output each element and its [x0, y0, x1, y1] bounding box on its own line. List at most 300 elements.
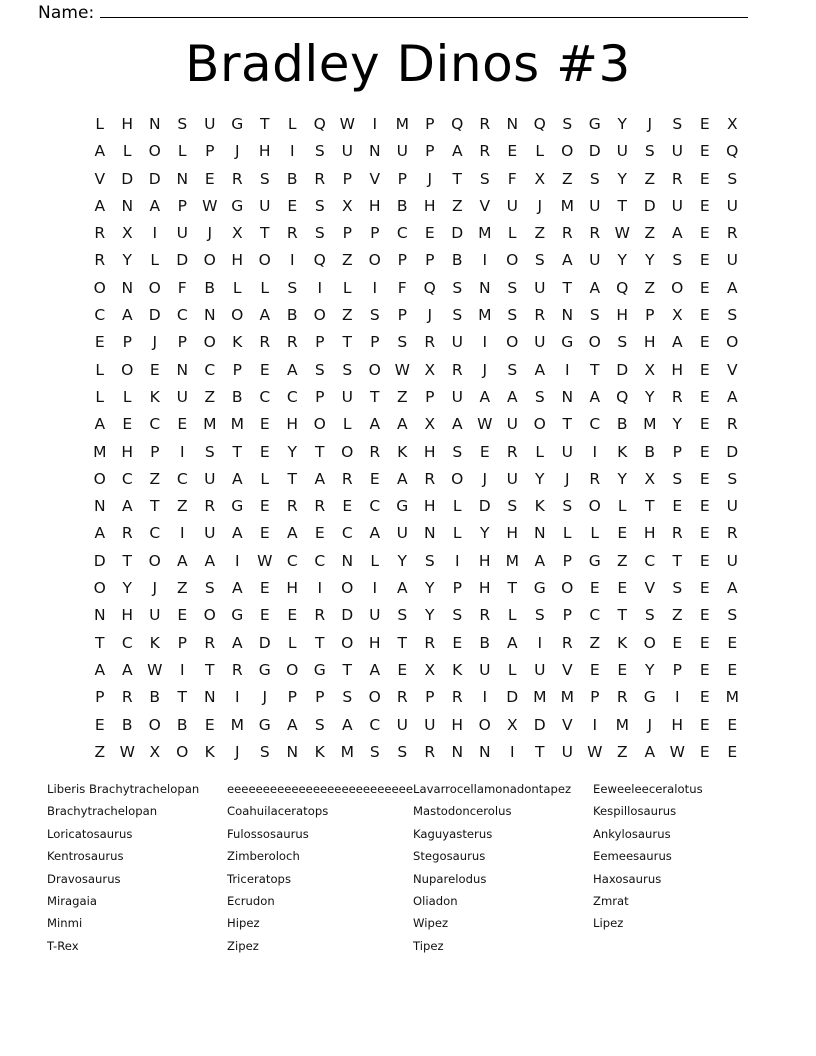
grid-cell[interactable]: T: [95, 633, 105, 652]
grid-cell[interactable]: O: [341, 633, 354, 652]
grid-cell[interactable]: V: [369, 169, 381, 188]
grid-cell[interactable]: P: [150, 442, 160, 461]
grid-cell[interactable]: W: [339, 115, 355, 133]
grid-cell[interactable]: Y: [122, 251, 132, 270]
grid-cell[interactable]: R: [479, 606, 491, 625]
grid-cell[interactable]: E: [699, 115, 710, 133]
grid-cell[interactable]: M: [395, 115, 409, 133]
word-list-item[interactable]: Triceratops: [227, 871, 292, 886]
grid-cell[interactable]: V: [644, 579, 656, 598]
grid-cell[interactable]: E: [452, 633, 463, 652]
grid-cell[interactable]: K: [397, 442, 408, 461]
grid-cell[interactable]: T: [260, 224, 270, 243]
grid-cell[interactable]: G: [258, 715, 271, 734]
grid-cell[interactable]: E: [727, 633, 738, 652]
grid-cell[interactable]: Y: [645, 387, 655, 406]
grid-cell[interactable]: G: [258, 660, 271, 679]
grid-cell[interactable]: Q: [423, 278, 436, 297]
grid-cell[interactable]: W: [477, 415, 493, 434]
grid-cell[interactable]: P: [95, 688, 105, 707]
grid-cell[interactable]: B: [149, 688, 161, 707]
grid-cell[interactable]: Q: [313, 251, 326, 270]
grid-cell[interactable]: E: [699, 606, 710, 625]
grid-cell[interactable]: D: [148, 306, 161, 325]
grid-cell[interactable]: H: [286, 415, 299, 434]
grid-cell[interactable]: R: [286, 224, 298, 243]
word-list-item[interactable]: Miragaia: [47, 893, 98, 908]
word-search-grid[interactable]: [86, 111, 739, 766]
grid-cell[interactable]: O: [533, 415, 546, 434]
grid-cell[interactable]: H: [423, 196, 436, 215]
grid-cell[interactable]: I: [317, 579, 323, 598]
grid-cell[interactable]: P: [205, 142, 215, 161]
word-list-item[interactable]: Tipez: [412, 938, 444, 953]
grid-cell[interactable]: E: [699, 579, 710, 598]
grid-cell[interactable]: O: [341, 579, 354, 598]
grid-cell[interactable]: R: [94, 224, 106, 243]
grid-cell[interactable]: A: [231, 469, 243, 488]
grid-cell[interactable]: R: [726, 415, 738, 434]
grid-cell[interactable]: U: [396, 142, 408, 161]
grid-cell[interactable]: T: [205, 660, 215, 679]
grid-cell[interactable]: I: [454, 551, 460, 570]
grid-cell[interactable]: R: [396, 688, 408, 707]
grid-cell[interactable]: P: [177, 633, 187, 652]
grid-cell[interactable]: S: [534, 387, 545, 406]
grid-cell[interactable]: C: [589, 415, 601, 434]
grid-cell[interactable]: V: [726, 360, 738, 379]
grid-cell[interactable]: R: [286, 333, 298, 352]
grid-cell[interactable]: R: [286, 497, 298, 516]
word-list-item[interactable]: Brachytrachelopan: [47, 804, 158, 819]
grid-cell[interactable]: T: [617, 606, 627, 625]
grid-cell[interactable]: Y: [425, 606, 435, 625]
grid-cell[interactable]: N: [506, 115, 519, 133]
grid-cell[interactable]: K: [314, 742, 325, 761]
grid-cell[interactable]: K: [204, 742, 215, 761]
grid-cell[interactable]: R: [589, 469, 601, 488]
grid-cell[interactable]: O: [368, 251, 381, 270]
grid-cell[interactable]: Z: [396, 387, 408, 406]
grid-cell[interactable]: X: [424, 660, 436, 679]
grid-cell[interactable]: O: [203, 606, 216, 625]
grid-cell[interactable]: N: [121, 278, 134, 297]
grid-cell[interactable]: P: [315, 688, 325, 707]
grid-cell[interactable]: T: [122, 551, 132, 570]
grid-cell[interactable]: U: [506, 196, 518, 215]
grid-cell[interactable]: C: [369, 715, 381, 734]
grid-cell[interactable]: A: [396, 469, 408, 488]
grid-cell[interactable]: E: [699, 551, 710, 570]
grid-cell[interactable]: F: [397, 278, 407, 297]
grid-cell[interactable]: Z: [176, 497, 188, 516]
grid-cell[interactable]: C: [204, 360, 216, 379]
grid-cell[interactable]: I: [674, 688, 680, 707]
grid-cell[interactable]: O: [341, 442, 354, 461]
grid-cell[interactable]: S: [452, 606, 463, 625]
grid-cell[interactable]: M: [230, 715, 244, 734]
grid-cell[interactable]: R: [671, 524, 683, 543]
grid-cell[interactable]: R: [479, 115, 491, 133]
grid-cell[interactable]: D: [616, 360, 629, 379]
grid-cell[interactable]: N: [286, 742, 299, 761]
grid-cell[interactable]: D: [148, 169, 161, 188]
grid-cell[interactable]: I: [152, 224, 158, 243]
grid-cell[interactable]: O: [203, 251, 216, 270]
grid-cell[interactable]: C: [121, 469, 133, 488]
grid-cell[interactable]: C: [644, 551, 656, 570]
grid-cell[interactable]: E: [699, 688, 710, 707]
grid-cell[interactable]: R: [506, 442, 518, 461]
grid-cell[interactable]: O: [286, 660, 299, 679]
grid-cell[interactable]: C: [341, 524, 353, 543]
grid-cell[interactable]: H: [643, 333, 656, 352]
grid-cell[interactable]: C: [259, 387, 271, 406]
grid-cell[interactable]: O: [176, 742, 189, 761]
grid-cell[interactable]: W: [147, 660, 163, 679]
grid-cell[interactable]: W: [394, 360, 410, 379]
grid-cell[interactable]: E: [342, 497, 353, 516]
grid-cell[interactable]: U: [726, 251, 738, 270]
grid-cell[interactable]: U: [176, 224, 188, 243]
grid-cell[interactable]: T: [177, 688, 187, 707]
grid-cell[interactable]: C: [94, 306, 106, 325]
grid-cell[interactable]: J: [262, 688, 268, 707]
grid-cell[interactable]: S: [369, 306, 380, 325]
grid-cell[interactable]: P: [672, 660, 682, 679]
grid-cell[interactable]: U: [204, 469, 216, 488]
grid-cell[interactable]: O: [148, 278, 161, 297]
grid-cell[interactable]: S: [342, 360, 353, 379]
grid-cell[interactable]: H: [231, 251, 244, 270]
grid-cell[interactable]: P: [645, 306, 655, 325]
grid-cell[interactable]: N: [423, 524, 436, 543]
grid-cell[interactable]: A: [369, 524, 381, 543]
grid-cell[interactable]: L: [260, 278, 270, 297]
grid-cell[interactable]: E: [259, 606, 270, 625]
grid-cell[interactable]: R: [314, 497, 326, 516]
grid-cell[interactable]: I: [234, 551, 240, 570]
grid-cell[interactable]: A: [369, 660, 381, 679]
grid-cell[interactable]: M: [560, 688, 574, 707]
grid-cell[interactable]: X: [644, 360, 656, 379]
grid-cell[interactable]: P: [370, 333, 380, 352]
grid-cell[interactable]: D: [258, 633, 271, 652]
grid-cell[interactable]: Y: [617, 169, 627, 188]
grid-cell[interactable]: V: [561, 715, 573, 734]
grid-cell[interactable]: P: [452, 579, 462, 598]
grid-cell[interactable]: L: [370, 551, 380, 570]
grid-cell[interactable]: Z: [616, 742, 628, 761]
grid-cell[interactable]: S: [507, 306, 518, 325]
grid-cell[interactable]: E: [699, 660, 710, 679]
grid-cell[interactable]: D: [588, 142, 601, 161]
grid-cell[interactable]: M: [203, 415, 217, 434]
grid-cell[interactable]: J: [482, 469, 488, 488]
grid-cell[interactable]: S: [479, 169, 490, 188]
grid-cell[interactable]: M: [533, 688, 547, 707]
grid-cell[interactable]: P: [672, 442, 682, 461]
grid-cell[interactable]: T: [342, 660, 352, 679]
grid-cell[interactable]: R: [726, 524, 738, 543]
grid-cell[interactable]: J: [152, 333, 158, 352]
grid-cell[interactable]: Z: [149, 469, 161, 488]
grid-cell[interactable]: V: [94, 169, 106, 188]
grid-cell[interactable]: G: [231, 606, 244, 625]
grid-cell[interactable]: A: [204, 551, 216, 570]
grid-cell[interactable]: U: [506, 469, 518, 488]
grid-cell[interactable]: Z: [589, 633, 601, 652]
grid-cell[interactable]: P: [315, 387, 325, 406]
grid-cell[interactable]: Z: [616, 551, 628, 570]
grid-cell[interactable]: A: [369, 415, 381, 434]
grid-cell[interactable]: Z: [644, 224, 656, 243]
word-list-item[interactable]: Loricatosaurus: [47, 826, 133, 841]
grid-cell[interactable]: R: [726, 224, 738, 243]
grid-cell[interactable]: Y: [617, 251, 627, 270]
grid-cell[interactable]: B: [204, 278, 216, 297]
grid-cell[interactable]: A: [231, 579, 243, 598]
grid-cell[interactable]: I: [482, 333, 488, 352]
grid-cell[interactable]: E: [699, 169, 710, 188]
grid-cell[interactable]: T: [535, 742, 545, 761]
grid-cell[interactable]: E: [149, 360, 160, 379]
grid-cell[interactable]: I: [179, 524, 185, 543]
grid-cell[interactable]: J: [427, 306, 433, 325]
word-list-item[interactable]: Eemeesaurus: [592, 849, 672, 864]
grid-cell[interactable]: B: [396, 196, 408, 215]
grid-cell[interactable]: R: [424, 633, 436, 652]
grid-cell[interactable]: A: [94, 142, 106, 161]
grid-cell[interactable]: R: [314, 169, 326, 188]
grid-cell[interactable]: P: [562, 606, 572, 625]
grid-cell[interactable]: K: [617, 442, 628, 461]
grid-cell[interactable]: E: [699, 278, 710, 297]
grid-cell[interactable]: P: [342, 224, 352, 243]
grid-cell[interactable]: U: [671, 196, 683, 215]
word-list-item[interactable]: Stegosaurus: [412, 849, 486, 864]
grid-cell[interactable]: U: [204, 524, 216, 543]
grid-cell[interactable]: E: [699, 633, 710, 652]
grid-cell[interactable]: N: [368, 142, 381, 161]
grid-cell[interactable]: Y: [397, 551, 407, 570]
grid-cell[interactable]: A: [451, 142, 463, 161]
grid-cell[interactable]: U: [561, 442, 573, 461]
grid-cell[interactable]: R: [589, 224, 601, 243]
grid-cell[interactable]: R: [94, 251, 106, 270]
grid-cell[interactable]: A: [726, 278, 738, 297]
grid-cell[interactable]: T: [617, 196, 627, 215]
grid-cell[interactable]: O: [313, 306, 326, 325]
grid-cell[interactable]: E: [617, 524, 628, 543]
grid-cell[interactable]: W: [669, 742, 685, 761]
grid-cell[interactable]: Q: [313, 115, 326, 133]
grid-cell[interactable]: Y: [480, 524, 490, 543]
grid-cell[interactable]: E: [177, 606, 188, 625]
grid-cell[interactable]: Q: [533, 115, 546, 133]
grid-cell[interactable]: G: [231, 196, 244, 215]
grid-cell[interactable]: A: [506, 633, 518, 652]
grid-cell[interactable]: L: [122, 142, 132, 161]
grid-cell[interactable]: S: [534, 606, 545, 625]
grid-cell[interactable]: X: [231, 224, 243, 243]
grid-cell[interactable]: A: [589, 387, 601, 406]
grid-cell[interactable]: N: [561, 387, 574, 406]
grid-cell[interactable]: P: [177, 333, 187, 352]
word-list-item[interactable]: Nuparelodus: [412, 871, 487, 886]
grid-cell[interactable]: T: [562, 278, 572, 297]
grid-cell[interactable]: Z: [561, 169, 573, 188]
grid-cell[interactable]: N: [148, 115, 161, 133]
grid-cell[interactable]: A: [506, 387, 518, 406]
grid-cell[interactable]: R: [259, 333, 271, 352]
grid-cell[interactable]: A: [121, 497, 133, 516]
grid-cell[interactable]: E: [259, 524, 270, 543]
grid-cell[interactable]: E: [287, 606, 298, 625]
grid-cell[interactable]: U: [451, 333, 463, 352]
grid-cell[interactable]: A: [121, 306, 133, 325]
grid-cell[interactable]: R: [369, 442, 381, 461]
grid-cell[interactable]: X: [726, 115, 738, 133]
grid-cell[interactable]: A: [671, 333, 683, 352]
grid-cell[interactable]: R: [561, 224, 573, 243]
grid-cell[interactable]: S: [507, 360, 518, 379]
grid-cell[interactable]: O: [643, 633, 656, 652]
grid-cell[interactable]: Z: [94, 742, 106, 761]
grid-cell[interactable]: A: [286, 715, 298, 734]
grid-cell[interactable]: Q: [726, 142, 739, 161]
grid-cell[interactable]: S: [452, 442, 463, 461]
grid-cell[interactable]: T: [150, 497, 160, 516]
grid-cell[interactable]: K: [452, 660, 463, 679]
grid-cell[interactable]: L: [590, 524, 600, 543]
grid-cell[interactable]: D: [341, 606, 354, 625]
grid-cell[interactable]: U: [561, 742, 573, 761]
grid-cell[interactable]: J: [207, 224, 213, 243]
grid-cell[interactable]: J: [647, 115, 653, 133]
grid-cell[interactable]: T: [315, 442, 325, 461]
grid-cell[interactable]: A: [589, 278, 601, 297]
grid-cell[interactable]: U: [149, 606, 161, 625]
grid-cell[interactable]: S: [589, 169, 600, 188]
grid-cell[interactable]: E: [699, 497, 710, 516]
grid-cell[interactable]: I: [234, 688, 240, 707]
grid-cell[interactable]: D: [478, 497, 491, 516]
grid-cell[interactable]: O: [258, 251, 271, 270]
grid-cell[interactable]: J: [427, 169, 433, 188]
grid-cell[interactable]: N: [176, 169, 189, 188]
grid-cell[interactable]: S: [342, 688, 353, 707]
grid-cell[interactable]: U: [506, 415, 518, 434]
grid-cell[interactable]: S: [314, 360, 325, 379]
grid-cell[interactable]: H: [616, 306, 629, 325]
word-list-item[interactable]: Ecrudon: [227, 893, 275, 908]
grid-cell[interactable]: U: [176, 387, 188, 406]
grid-cell[interactable]: U: [204, 115, 216, 133]
grid-cell[interactable]: Z: [451, 196, 463, 215]
grid-cell[interactable]: C: [149, 524, 161, 543]
grid-cell[interactable]: N: [93, 497, 106, 516]
grid-cell[interactable]: X: [424, 360, 436, 379]
grid-cell[interactable]: N: [451, 742, 464, 761]
grid-cell[interactable]: Q: [616, 278, 629, 297]
grid-cell[interactable]: E: [259, 497, 270, 516]
grid-cell[interactable]: U: [726, 196, 738, 215]
grid-cell[interactable]: E: [617, 579, 628, 598]
grid-cell[interactable]: I: [179, 660, 185, 679]
grid-cell[interactable]: P: [232, 360, 242, 379]
grid-cell[interactable]: B: [451, 251, 463, 270]
grid-cell[interactable]: S: [424, 551, 435, 570]
grid-cell[interactable]: L: [535, 442, 545, 461]
grid-cell[interactable]: S: [644, 606, 655, 625]
grid-cell[interactable]: D: [533, 715, 546, 734]
grid-cell[interactable]: K: [617, 633, 628, 652]
grid-cell[interactable]: O: [478, 715, 491, 734]
grid-cell[interactable]: I: [564, 360, 570, 379]
grid-cell[interactable]: E: [507, 142, 518, 161]
grid-cell[interactable]: A: [314, 469, 326, 488]
grid-cell[interactable]: O: [451, 469, 464, 488]
grid-cell[interactable]: H: [643, 524, 656, 543]
grid-cell[interactable]: A: [726, 579, 738, 598]
grid-cell[interactable]: P: [425, 688, 435, 707]
grid-cell[interactable]: L: [95, 360, 105, 379]
grid-cell[interactable]: A: [259, 306, 271, 325]
grid-cell[interactable]: L: [507, 606, 517, 625]
grid-cell[interactable]: T: [370, 387, 380, 406]
grid-cell[interactable]: W: [202, 196, 218, 215]
grid-cell[interactable]: W: [587, 742, 603, 761]
grid-cell[interactable]: O: [231, 306, 244, 325]
grid-cell[interactable]: O: [368, 360, 381, 379]
grid-cell[interactable]: Y: [617, 115, 627, 133]
grid-cell[interactable]: E: [699, 196, 710, 215]
grid-cell[interactable]: S: [204, 579, 215, 598]
grid-cell[interactable]: T: [645, 497, 655, 516]
grid-cell[interactable]: B: [176, 715, 188, 734]
grid-cell[interactable]: Z: [644, 169, 656, 188]
grid-cell[interactable]: E: [589, 579, 600, 598]
grid-cell[interactable]: X: [341, 196, 353, 215]
grid-cell[interactable]: T: [342, 333, 352, 352]
grid-cell[interactable]: R: [671, 387, 683, 406]
grid-cell[interactable]: A: [534, 360, 546, 379]
grid-cell[interactable]: O: [148, 551, 161, 570]
grid-cell[interactable]: R: [204, 633, 216, 652]
grid-cell[interactable]: L: [535, 142, 545, 161]
grid-cell[interactable]: C: [176, 469, 188, 488]
grid-cell[interactable]: A: [671, 224, 683, 243]
grid-cell[interactable]: N: [561, 306, 574, 325]
grid-cell[interactable]: Z: [671, 606, 683, 625]
grid-cell[interactable]: U: [396, 715, 408, 734]
word-list-item[interactable]: Dravosaurus: [47, 871, 121, 886]
grid-cell[interactable]: R: [231, 169, 243, 188]
grid-cell[interactable]: E: [672, 497, 683, 516]
grid-cell[interactable]: E: [699, 142, 710, 161]
grid-cell[interactable]: E: [699, 306, 710, 325]
grid-cell[interactable]: E: [479, 442, 490, 461]
grid-cell[interactable]: N: [121, 196, 134, 215]
grid-cell[interactable]: O: [121, 360, 134, 379]
grid-cell[interactable]: C: [121, 633, 133, 652]
grid-cell[interactable]: E: [699, 442, 710, 461]
grid-cell[interactable]: A: [726, 387, 738, 406]
grid-cell[interactable]: X: [424, 415, 436, 434]
grid-cell[interactable]: L: [507, 660, 517, 679]
grid-cell[interactable]: A: [231, 633, 243, 652]
